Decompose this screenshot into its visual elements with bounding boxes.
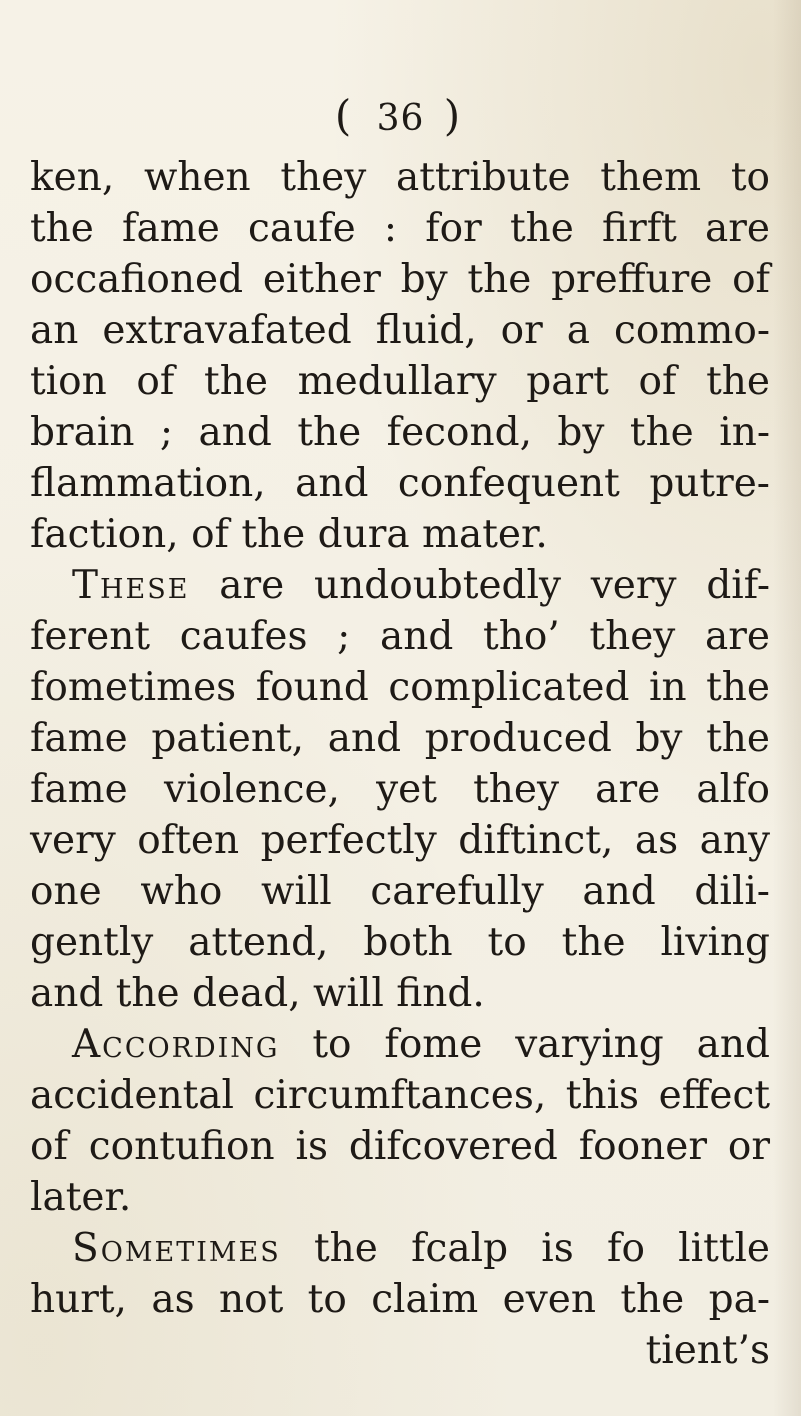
text-line: the fcalp is fo little	[313, 1226, 771, 1271]
text-line: flammation, and confequent putre-	[30, 461, 770, 506]
page-number: 36	[376, 98, 425, 139]
paragraph-sometimes	[72, 1223, 770, 1274]
text-line: later.	[30, 1175, 132, 1220]
text-line: faction, of the dura mater.	[30, 512, 548, 557]
text-line: ferent caufes ; and tho’ they are	[30, 614, 770, 659]
text-line: an extravafated fluid, or a commo-	[30, 308, 770, 353]
lead-word-these: These	[72, 563, 190, 608]
lead-word-according: According	[72, 1022, 280, 1067]
text-line: and the dead, will find.	[30, 971, 485, 1016]
text-line: are undoubtedly very dif-	[219, 563, 770, 608]
text-line: occafioned either by the preffure of	[30, 257, 770, 302]
text-line: of contufion is difcovered fooner or	[30, 1124, 770, 1169]
text-line: hurt, as not to claim even the pa-	[30, 1277, 770, 1322]
text-line: gently attend, both to the living	[30, 920, 770, 965]
text-line: accidental circumftances, this effect	[30, 1073, 770, 1118]
lead-word-sometimes: Sometimes	[72, 1226, 281, 1271]
text-line: ken, when they attribute them to	[30, 155, 770, 200]
text-line: brain ; and the fecond, by the in-	[30, 410, 770, 455]
page-number-header	[0, 91, 801, 140]
text-line: fometimes found complicated in the	[30, 665, 770, 710]
page-edge-shadow	[773, 0, 801, 1416]
text-line: tion of the medullary part of the	[30, 359, 770, 404]
text-line: very often perfectly diftinct, as any	[30, 818, 770, 863]
text-line: fame patient, and produced by the	[30, 716, 770, 761]
text-line: to fome varying and	[312, 1022, 770, 1067]
paragraph-according	[72, 1019, 770, 1070]
text-line: fame violence, yet they are alfo	[30, 767, 770, 812]
text-line: the fame caufe : for the firft are	[30, 206, 770, 251]
page-number-close: )	[424, 91, 467, 140]
paragraph-these	[72, 560, 770, 611]
text-line: tient’s	[645, 1328, 770, 1373]
page-number-open: (	[334, 91, 377, 140]
text-line: one who will carefully and dili-	[30, 869, 770, 914]
